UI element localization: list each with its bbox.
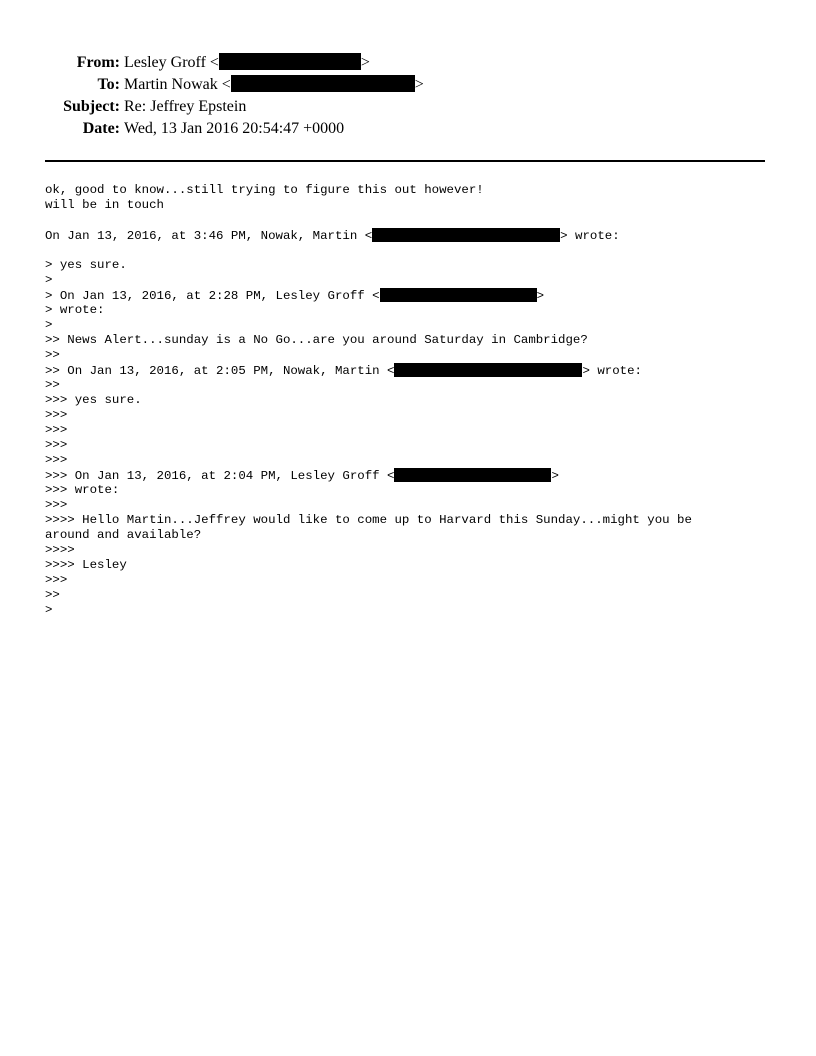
quote-attribution-end: > [551,469,559,483]
date-row [0,118,816,140]
body-line: > [45,318,53,332]
quote-attribution-end: > wrote: [582,364,642,378]
quote-attribution-end: > [536,289,545,303]
from-close: > [360,54,370,71]
from-row [0,52,816,74]
to-value [124,74,424,96]
email-body [45,183,775,618]
subject-label: Subject: [63,98,120,115]
body-line: >> [45,378,60,392]
body-line: ok, good to know...still trying to figure this out however! [45,183,484,197]
body-line: >>> [45,423,68,437]
redaction-box [219,53,361,70]
body-line: >>>> [45,543,75,557]
redaction-box [380,288,537,302]
to-name: Martin Nowak < [124,76,231,93]
header-divider [45,160,765,162]
from-label: From: [76,54,120,71]
body-line: >> News Alert...sunday is a No Go...are you around Saturday in Cambridge? [45,333,588,347]
redaction-box [394,468,551,482]
to-close: > [414,76,424,93]
subject-row [0,96,816,118]
email-header [0,52,816,140]
body-line: >>>> Lesley [45,558,127,572]
body-line: > yes sure. [45,258,127,272]
blank-line [45,243,775,258]
body-line: >> [45,348,60,362]
body-line: >>> wrote: [45,483,120,497]
date-label: Date: [82,120,120,137]
quote-attribution: On Jan 13, 2016, at 3:46 PM, Nowak, Martin < [45,229,373,243]
quote-attribution: >>> On Jan 13, 2016, at 2:04 PM, Lesley Groff < [45,469,395,483]
body-line: >>> [45,498,68,512]
subject-value: Re: Jeffrey Epstein [124,98,247,115]
body-line: will be in touch [45,198,164,212]
redaction-box [394,363,582,377]
body-line [45,468,775,483]
body-line: around and available? [45,528,202,542]
body-line: >>> [45,408,68,422]
body-line: >>> [45,453,68,467]
body-line: >>>> Hello Martin...Jeffrey would like to come up to Harvard this Sunday...might you be [45,513,692,527]
body-line: >>> [45,438,68,452]
to-row [0,74,816,96]
to-label: To: [97,76,120,93]
blank-line [45,213,775,228]
body-line: > [45,273,53,287]
date-value: Wed, 13 Jan 2016 20:54:47 +0000 [124,120,345,137]
body-line [45,363,775,378]
body-line [45,288,775,303]
body-line: >>> yes sure. [45,393,142,407]
body-line: > wrote: [45,303,105,317]
redaction-box [372,228,560,242]
redaction-box [231,75,415,92]
from-name: Lesley Groff < [124,54,219,71]
quote-attribution-end: > wrote: [560,229,620,243]
body-line: >> [45,588,60,602]
body-line: > [45,603,53,617]
quote-attribution: > On Jan 13, 2016, at 2:28 PM, Lesley Groff < [45,289,380,303]
body-line: >>> [45,573,68,587]
from-value [124,52,370,74]
body-line [45,228,775,243]
quote-attribution: >> On Jan 13, 2016, at 2:05 PM, Nowak, Martin < [45,364,395,378]
